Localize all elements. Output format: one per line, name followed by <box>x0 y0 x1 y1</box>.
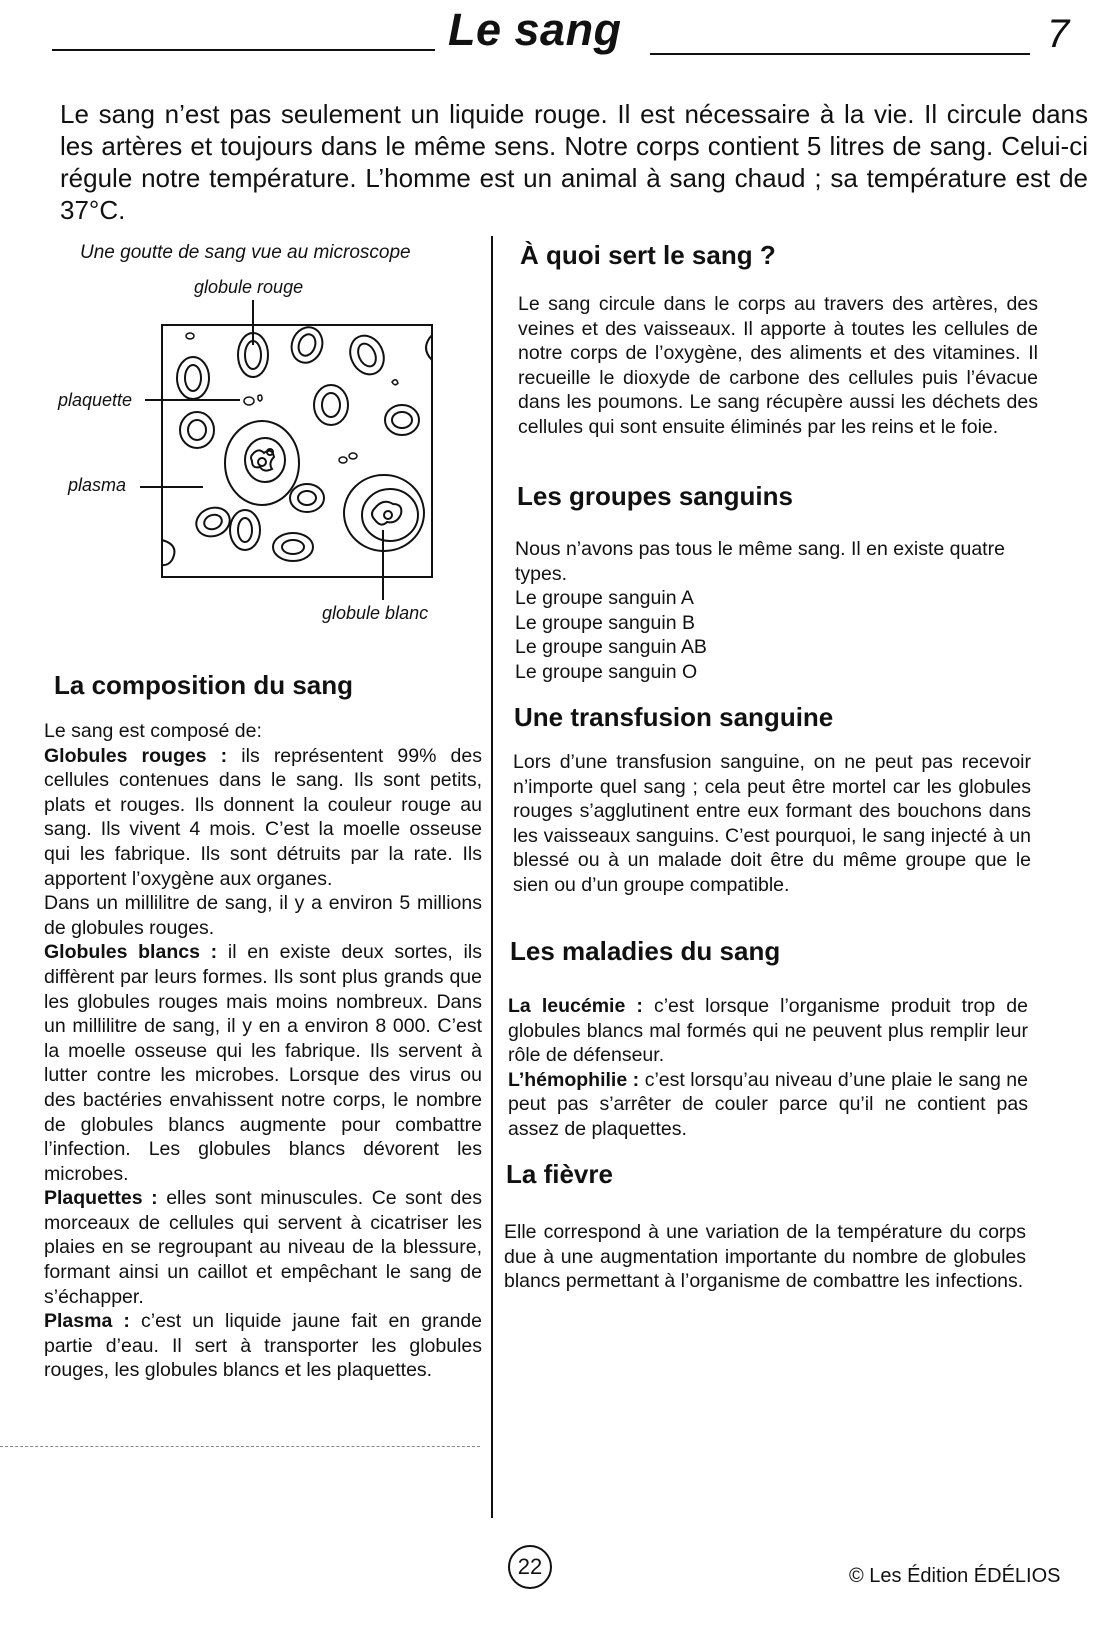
scan-artifact-line <box>0 1446 480 1447</box>
composition-body <box>44 719 482 1383</box>
fievre-paragraph: Elle correspond à une variation de la température du corps due à une augmentation importante du nombre de globules blancs permettant à l’organisme de combattre les infections. <box>504 1221 1026 1292</box>
header-rule-right <box>650 53 1030 55</box>
composition-item: Globules rouges : ils représentent 99% des cellules contenues dans le sang. Ils sont petits, plats et rouges. Ils donnent la couleur rouge au sang. Ils vivent 4 mois. C’est la moelle osseuse qui les fabrique. Ils sont détruits par la rate. Ils apportent l’oxygène aux organes. <box>44 744 482 890</box>
heading-maladies: Les maladies du sang <box>510 936 781 966</box>
heading-composition: La composition du sang <box>54 670 354 700</box>
groupes-intro: Nous n’avons pas tous le même sang. Il en existe quatre types. <box>515 538 1005 585</box>
heading-role: À quoi sert le sang ? <box>520 240 776 270</box>
white-blood-cells <box>225 421 424 551</box>
heading-groupes: Les groupes sanguins <box>517 481 793 511</box>
groupes-body <box>515 537 1005 684</box>
page-number: 22 <box>508 1545 552 1589</box>
chapter-number: 7 <box>1047 12 1070 56</box>
fievre-text <box>504 1220 1026 1294</box>
role-paragraph: Le sang circule dans le corps au travers des artères, des veines et des vaisseaux. Il apporte à toutes les cellules de notre corps de l’oxygène, des aliments et des vitamines. Il recueille le dioxyde de carbone des cellules puis l’évacue dans les poumons. Le sang récupère aussi les déchets des cellules qui sont ensuite éliminés par les reins et le foie. <box>518 293 1038 438</box>
page-title: Le sang <box>448 4 622 55</box>
intro-paragraph: Le sang n’est pas seulement un liquide rouge. Il est nécessaire à la vie. Il circule dans les artères et toujours dans le même sens. Notre corps contient 5 litres de sang. Celui-ci régule notre température. L’homme est un animal à sang chaud ; sa température est de 37°C. <box>60 99 1088 225</box>
label-plaquette: plaquette <box>58 390 133 410</box>
label-plasma: plasma <box>68 475 127 495</box>
maladie-item: L’hémophilie : c’est lorsqu’au niveau d’une plaie le sang ne peut pas s’arrêter de couler parce qu’il ne contient pas assez de plaquettes. <box>508 1068 1028 1140</box>
red-blood-cells <box>162 323 432 565</box>
transfusion-text <box>513 750 1031 897</box>
groupe-item: Le groupe sanguin B <box>515 611 695 634</box>
role-text <box>518 292 1038 439</box>
maladies-body <box>508 994 1028 1141</box>
transfusion-paragraph: Lors d’une transfusion sanguine, on ne peut pas recevoir n’importe quel sang ; cela peut être mortel car les globules rouges s’agglutinent entre eux formant des bouchons dans les vaisseaux sanguins. C’est pourquoi, le sang injecté à un blessé ou à un malade doit être du même groupe que le sien ou d’un groupe compatible. <box>513 751 1031 896</box>
composition-lead: Le sang est composé de: <box>44 720 262 742</box>
maladie-item: La leucémie : c’est lorsque l’organisme produit trop de globules blancs mal formés qui ne peuvent plus remplir leur rôle de défenseur. <box>508 995 1028 1066</box>
composition-item: Plaquettes : elles sont minuscules. Ce sont des morceaux de cellules qui servent à cicatriser les plaies en se regroupant au niveau de la blessure, formant ainsi un caillot et empêchant le sang de s’échapper. <box>44 1187 483 1308</box>
composition-item: Globules blancs : il en existe deux sortes, ils diffèrent par leurs formes. Ils sont plus grands que les globules rouges mais moins nombreux. Dans un millilitre de sang, il y en a environ 8 000. C’est la moelle osseuse qui les fabrique. Ils servent à lutter contre les microbes. Lorsque des virus ou des bactéries envahissent notre corps, le nombre de globules blancs augmente pour combattre l’infection. Les globules blancs dévorent les microbes. <box>44 941 482 1185</box>
label-globule-blanc: globule blanc <box>322 603 429 623</box>
groupe-item: Le groupe sanguin AB <box>515 636 707 658</box>
label-globule-rouge: globule rouge <box>194 277 304 297</box>
heading-transfusion: Une transfusion sanguine <box>514 702 834 732</box>
groupe-item: Le groupe sanguin A <box>515 587 694 609</box>
figure-caption: Une goutte de sang vue au microscope <box>80 242 411 263</box>
copyright-notice: © Les Édition ÉDÉLIOS <box>849 1565 1061 1587</box>
microscope-blood-drawing <box>0 0 500 640</box>
heading-fievre: La fièvre <box>506 1159 613 1189</box>
groupe-item: Le groupe sanguin O <box>515 660 698 683</box>
composition-item: Dans un millilitre de sang, il y a environ 5 millions de globules rouges. <box>44 892 482 939</box>
composition-item: Plasma : c’est un liquide jaune fait en grande partie d’eau. Il sert à transporter les globules rouges, les globules blancs et les plaquettes. <box>44 1310 482 1382</box>
